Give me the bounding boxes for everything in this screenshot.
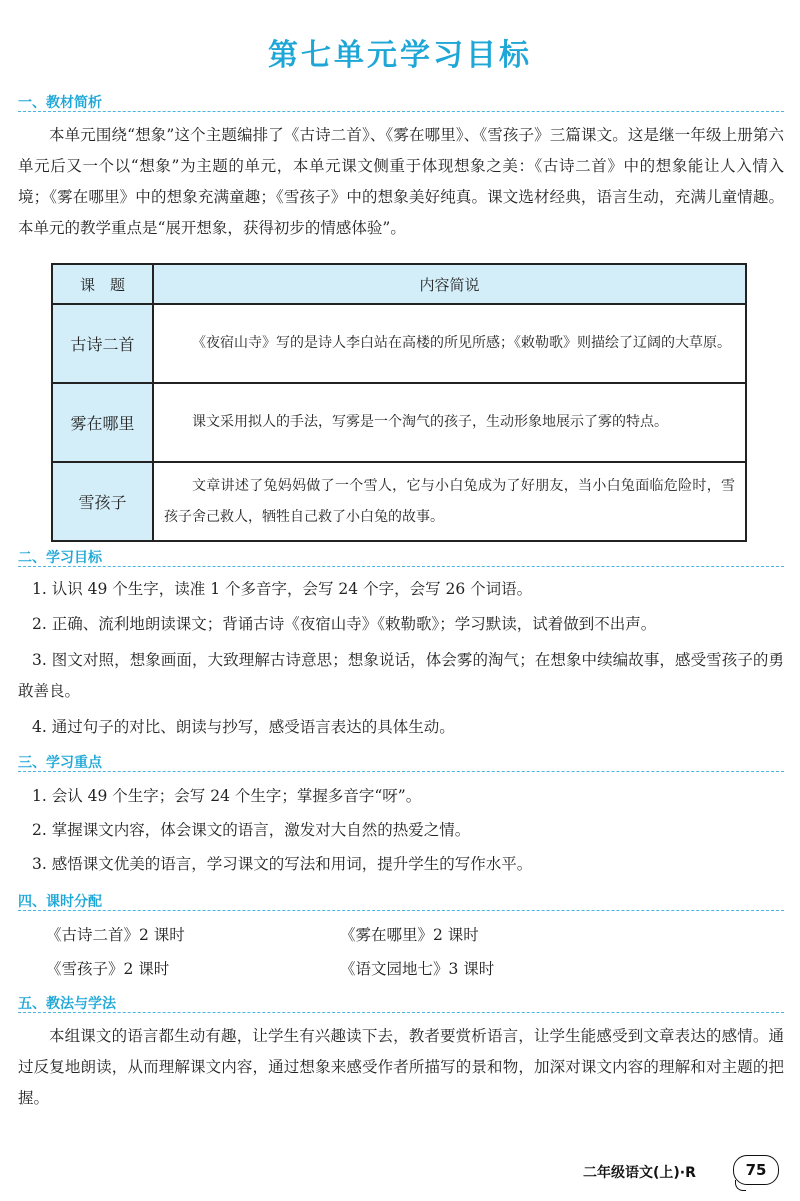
focus-item-2: 2. 掌握课文内容，体会课文的语言，激发对大自然的热爱之情。 (32, 821, 471, 839)
section-divider (18, 566, 784, 567)
table-cell-desc: 课文采用拟人的手法，写雾是一个淘气的孩子，生动形象地展示了雾的特点。 (153, 383, 746, 462)
methods-paragraph: 本组课文的语言都生动有趣，让学生有兴趣读下去，教者要赏析语言，让学生能感受到文章表达的感情。通过反复地朗读，从而理解课文内容，通过想象来感受作者所描写的景和物，加深对课文内容的理解和对主题的把握。 (18, 1027, 784, 1107)
schedule-item: 《雪孩子》2 课时 (46, 960, 170, 978)
section-heading-focus: 三、学习重点 (18, 755, 102, 771)
table-header-lesson: 课 题 (52, 264, 153, 304)
section-divider (18, 111, 784, 112)
goal-item-1: 1. 认识 49 个生字，读准 1 个多音字，会写 24 个字，会写 26 个词语。 (32, 580, 533, 598)
table-row (52, 383, 746, 462)
goal-item-3: 3. 图文对照，想象画面，大致理解古诗意思；想象说话，体会雾的淘气；在想象中续编故事，感受雪孩子的勇敢善良。 (18, 651, 784, 700)
table-cell-desc: 文章讲述了兔妈妈做了一个雪人，它与小白兔成为了好朋友，当小白兔面临危险时，雪孩子舍己救人，牺牲自己救了小白兔的故事。 (153, 462, 746, 541)
table-header-row (52, 264, 746, 304)
focus-item-3: 3. 感悟课文优美的语言，学习课文的写法和用词，提升学生的写作水平。 (32, 855, 533, 873)
lesson-summary-table (51, 263, 747, 542)
table-row (52, 304, 746, 383)
table-header-summary: 内容简说 (153, 264, 746, 304)
table-cell-lesson: 雪孩子 (52, 462, 153, 541)
page-badge-tail (735, 1180, 746, 1191)
focus-item-1: 1. 会认 49 个生字；会写 24 个生字；掌握多音字“呀”。 (32, 787, 422, 805)
schedule-item: 《语文园地七》3 课时 (340, 960, 495, 978)
section-divider (18, 1012, 784, 1013)
overview-paragraph: 本单元围绕“想象”这个主题编排了《古诗二首》、《雾在哪里》、《雪孩子》三篇课文。这是继一年级上册第六单元后又一个以“想象”为主题的单元，本单元课文侧重于体现想象之美：《古诗二首》中的想象能让人入情入境；《雾在哪里》中的想象充满童趣；《雪孩子》中的想象美好纯真。课文选材经典，语言生动，充满儿童情趣。本单元的教学重点是“展开想象，获得初步的情感体验”。 (18, 126, 784, 237)
page-title: 第七单元学习目标 (268, 38, 532, 73)
book-label: 二年级语文(上)·R (583, 1165, 696, 1181)
section-divider (18, 910, 784, 911)
section-heading-schedule: 四、课时分配 (18, 894, 102, 910)
goal-item-2: 2. 正确、流利地朗读课文；背诵古诗《夜宿山寺》《敕勒歌》；学习默读，试着做到不出声。 (32, 615, 657, 633)
section-heading-goals: 二、学习目标 (18, 550, 102, 566)
page-number: 75 (733, 1155, 779, 1185)
schedule-item: 《雾在哪里》2 课时 (340, 926, 479, 944)
goal-item-4: 4. 通过句子的对比、朗读与抄写，感受语言表达的具体生动。 (32, 718, 455, 736)
table-cell-lesson: 雾在哪里 (52, 383, 153, 462)
table-cell-desc: 《夜宿山寺》写的是诗人李白站在高楼的所见所感；《敕勒歌》则描绘了辽阔的大草原。 (153, 304, 746, 383)
section-heading-overview: 一、教材简析 (18, 95, 102, 111)
schedule-item: 《古诗二首》2 课时 (46, 926, 185, 944)
table-row (52, 462, 746, 541)
section-heading-methods: 五、教法与学法 (18, 996, 116, 1012)
section-divider (18, 771, 784, 772)
table-cell-lesson: 古诗二首 (52, 304, 153, 383)
